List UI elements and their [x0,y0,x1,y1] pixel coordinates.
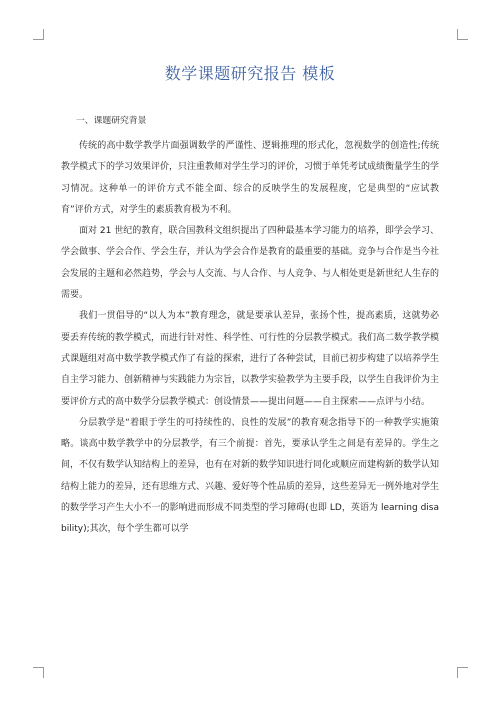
paragraph: 分层教学是“着眼于学生的可持续性的、良性的发展”的教育观念指导下的一种教学实施策略。谈高中数学教学中的分层教学，有三个前提：首先，要承认学生之间是有差异的。学生之间，不仅有数学认知结构上的差异，也有在对新的数学知识进行同化或顺应而建构新的数学认知结构上能力的差异，还有思维方式、兴趣、爱好等个性品质的差异，这些差异无一例外地对学生的数学学习产生大小不一的影响进而形成不同类型的学习障碍(也即 LD，英语为 learning disability);其次，每个学生都可以学 [61,417,440,535]
page-corner-mark-top-right [457,29,468,40]
page-corner-mark-top-left [33,29,44,40]
section-heading: 一、课题研究背景 [76,116,147,126]
paragraph: 面对 21 世纪的教育，联合国教科文组织提出了四种最基本学习能力的培养，即学会学习、学会做事、学会合作、学会生存，并认为学会合作是教育的最重要的基础。竞争与合作是当今社会发展的主题和必然趋势，学会与人交流、与人合作、与人竞争、与人相处更是新世纪人生存的需要。 [61,226,440,301]
page-title: 数学课题研究报告 模板 [164,64,336,83]
paragraph: 传统的高中数学教学片面强调数学的严谨性、逻辑推理的形式化，忽视数学的创造性;传统教学模式下的学习效果评价，只注重教师对学生学习的评价，习惯于单凭考试成绩衡量学生的学习情况。这种单一的评价方式不能全面、综合的反映学生的发展程度，它是典型的“应试教育”评价方式，对学生的素质教育极为不利。 [61,141,440,215]
page-corner-mark-bottom-left [33,667,44,678]
page-corner-mark-bottom-right [457,667,468,678]
document-body [61,111,439,541]
paragraph: 我们一贯倡导的“以人为本”教育理念，就是要承认差异，张扬个性，提高素质，这就势必要丢弃传统的教学模式，而进行针对性、科学性、可行性的分层教学模式。我们高二数学教学模式课题组对高中数学教学模式作了有益的探索，进行了各种尝试，目前已初步构建了以培养学生自主学习能力、创新精神与实践能力为宗旨，以教学实验教学为主要手段，以学生自我评价为主要评价方式的高中数学分层教学模式：创设情景——提出问题——自主探索——点评与小结。 [61,311,440,407]
